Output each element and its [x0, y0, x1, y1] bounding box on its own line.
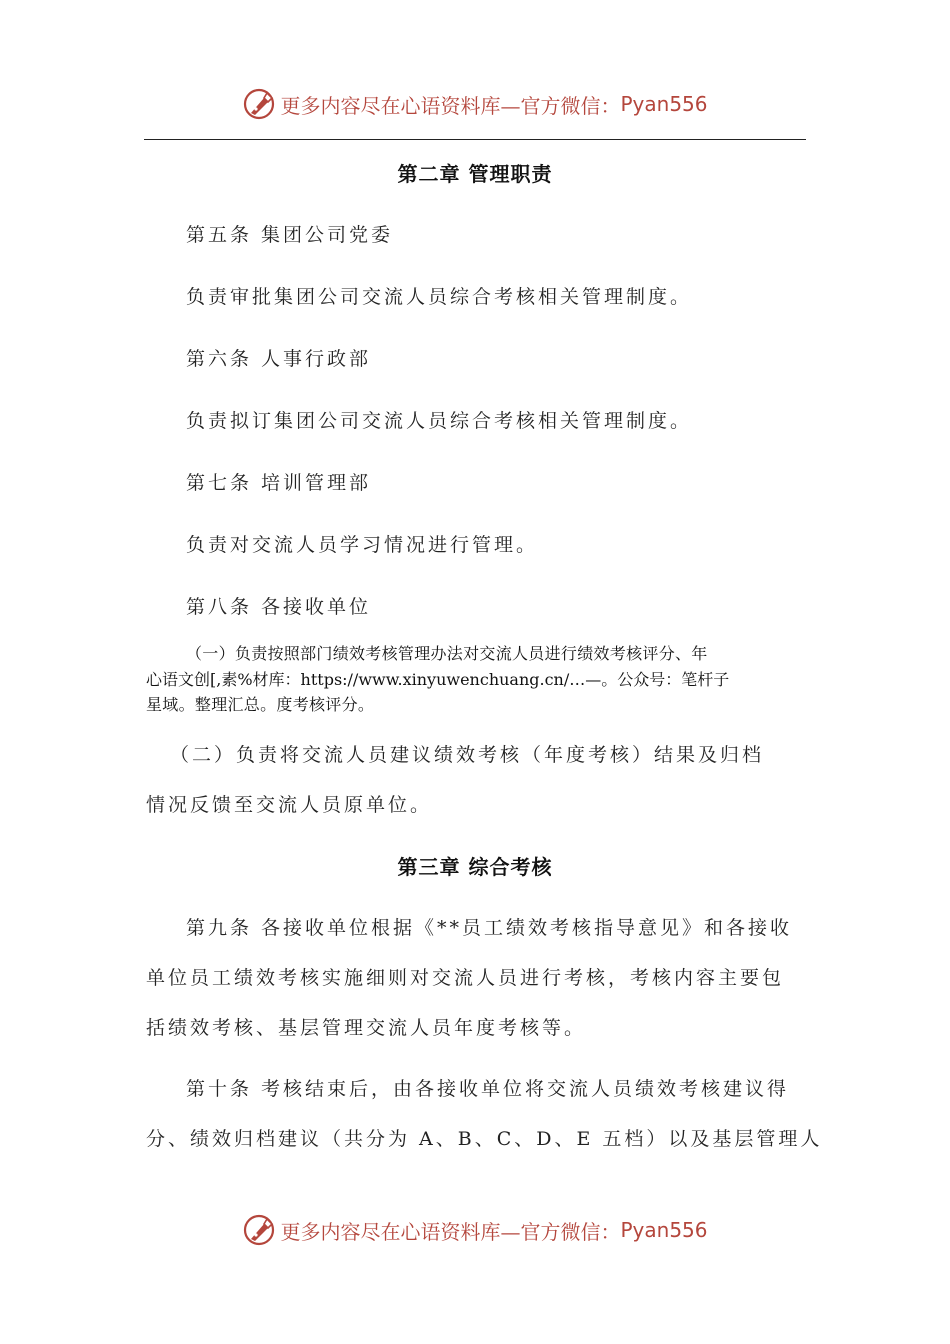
- watermark-site-text: 更多内容尽在心语资料库—官方微信：: [280, 1219, 621, 1244]
- article-6-body: 负责拟订集团公司交流人员综合考核相关管理制度。: [186, 410, 693, 432]
- article-5-heading: 第五条 集团公司党委: [186, 224, 394, 246]
- article-8-item-1-line-3: 星域。整理汇总。度考核评分。: [146, 695, 375, 714]
- header-watermark: [0, 84, 950, 124]
- watermark-wechat-id: Pyan556: [620, 1218, 708, 1242]
- chapter-2-title: 第二章 管理职责: [397, 162, 553, 186]
- pen-nib-logo-icon: [242, 87, 276, 121]
- article-6-heading: 第六条 人事行政部: [186, 348, 372, 370]
- article-10-line-2: 分、绩效归档建议（共分为 A、B、C、D、E 五档）以及基层管理人: [146, 1128, 823, 1150]
- article-7-body: 负责对交流人员学习情况进行管理。: [186, 534, 539, 556]
- article-8-item-1-line-1: （一）负责按照部门绩效考核管理办法对交流人员进行绩效考核评分、年: [186, 644, 708, 663]
- article-8-item-2-line-1: （二）负责将交流人员建议绩效考核（年度考核）结果及归档: [170, 744, 765, 766]
- article-8-item-1-line-2: 心语文创[,素%材库：https://www.xinyuwenchuang.cn/…—。公众号：笔杆子: [146, 670, 730, 689]
- article-9-line-1: 第九条 各接收单位根据《**员工绩效考核指导意见》和各接收: [186, 917, 793, 939]
- article-7-heading: 第七条 培训管理部: [186, 472, 372, 494]
- footer-watermark: [0, 1210, 950, 1250]
- article-8-heading: 第八条 各接收单位: [186, 596, 372, 618]
- watermark-wechat-id: Pyan556: [620, 92, 708, 116]
- article-9-line-2: 单位员工绩效考核实施细则对交流人员进行考核，考核内容主要包: [146, 967, 785, 989]
- article-8-item-2-line-2: 情况反馈至交流人员原单位。: [146, 794, 433, 816]
- chapter-3-title: 第三章 综合考核: [397, 855, 553, 879]
- header-divider: [144, 139, 806, 140]
- article-10-line-1: 第十条 考核结束后，由各接收单位将交流人员绩效考核建议得: [186, 1078, 790, 1100]
- watermark-site-text: 更多内容尽在心语资料库—官方微信：: [280, 93, 621, 118]
- article-5-body: 负责审批集团公司交流人员综合考核相关管理制度。: [186, 286, 693, 308]
- pen-nib-logo-icon: [242, 1213, 276, 1247]
- article-9-line-3: 括绩效考核、基层管理交流人员年度考核等。: [146, 1017, 587, 1039]
